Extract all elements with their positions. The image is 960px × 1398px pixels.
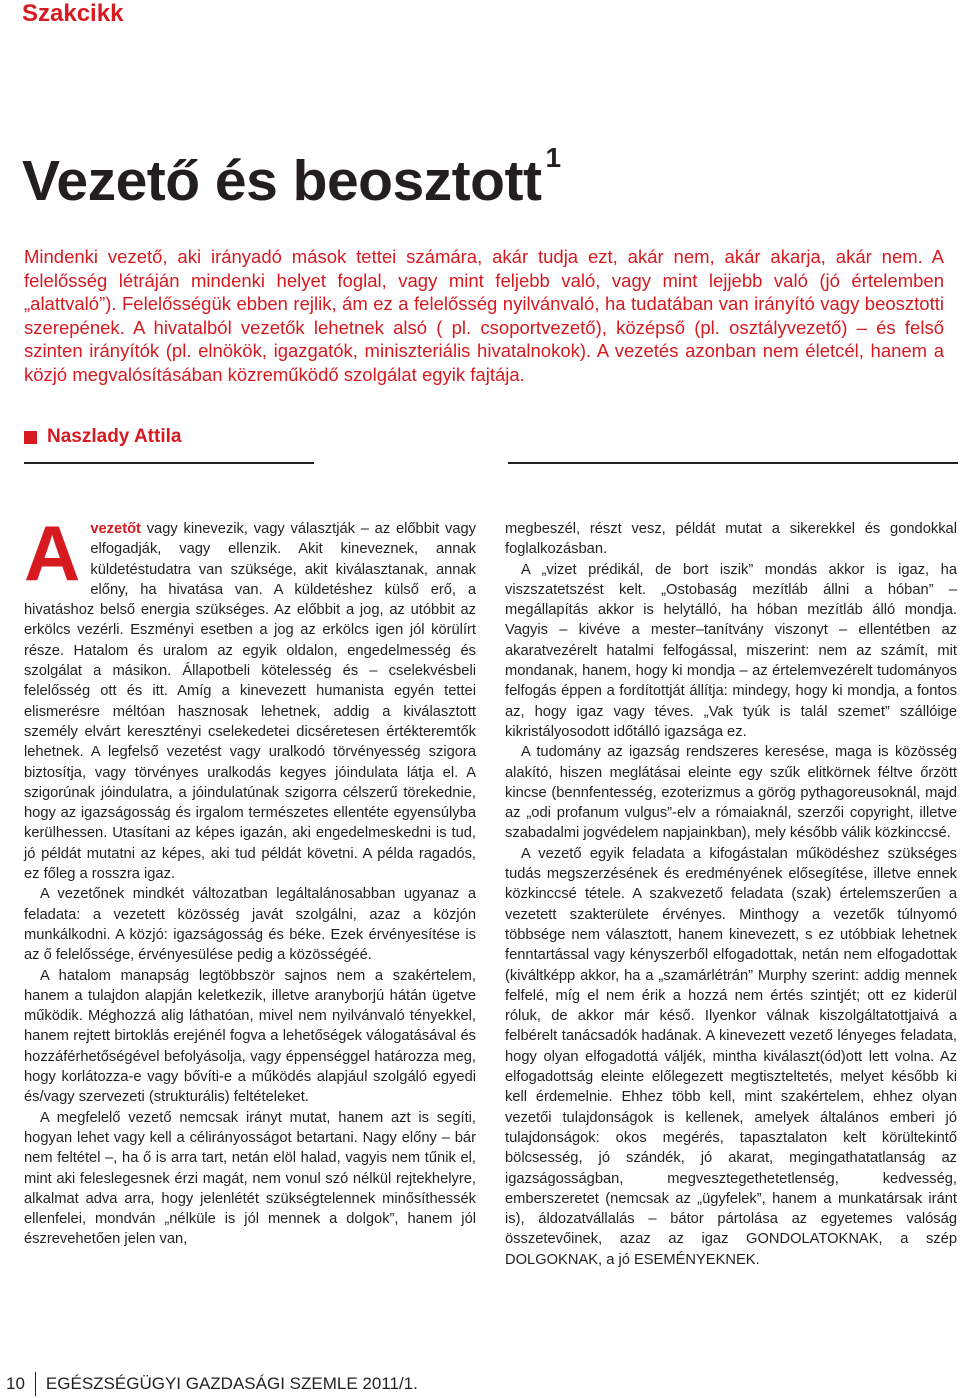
dropcap: A [24, 509, 81, 597]
divider-left [24, 462, 314, 464]
page-footer [6, 1372, 418, 1396]
publication-name: EGÉSZSÉGÜGYI GAZDASÁGI SZEMLE 2011/1. [45, 1374, 418, 1393]
left-paragraph-4: A megfelelő vezető nemcsak irányt mutat, hanem azt is segíti, hogyan lehet vagy kell a célirányosságot betartani. Nagy előny – bár nem feltétel –, ha ő is arra tart, netán elöl halad, vagyis nem tűnik el, mint aki feleslegesnek érzi magát, nem vonul szó nélkül rejtekhelyre, alkalmat adva arra, hogy jelenlétét szükségtelennek minősíthessék ellenfelei, mondván „nélküle is jól mennek a dolgok”, hanem jól észrevehetően jelen van, [24, 1109, 476, 1248]
author-name: Naszlady Attila [47, 426, 182, 447]
title-footnote-mark[interactable]: 1 [545, 142, 561, 173]
right-column [505, 519, 957, 1270]
left-paragraph-3: A hatalom manapság legtöbbször sajnos nem a szakértelem, hanem a tulajdon alapján keletkezik, illetve aranyborjú hátán ügetve működik. Méghozzá alig láthatóan, mivel nem nyilvánvaló tényekkel, hanem rejtett birtoklás erejénél fogva a lehetőségek válogatásával és hozzáférhetőségével befolyásolja, vagy éppenséggel határozza meg, hogy korlátozza-e vagy bővíti-e a működés alapjául szolgáló egyedi és/vagy szervezeti (strukturális) feltételeket. [24, 967, 476, 1106]
left-column [24, 509, 476, 1250]
right-paragraph-4: A vezető egyik feladata a kifogástalan működéshez szükséges tudás megszerzésének és eredményének elősegítése, illetve ennek közkinccsé tétele. A szakvezető feladata (szak) értelemszerűen a vezetett szakterülete érvényes. Minthogy a vezetők túlnyomó többsége nem választott, hanem kinevezett, s ez utóbbiak lehetnek fenntartással vagy kényszerből elfogadottak, netán nem elfogadottak (kiváltképp akkor, ha a „szamárlétrán” Murphy szerint: addig mennek felfelé, míg el nem érik a hozzá nem értés szintjét; ott ez kiderül róluk, de akkor már késő. Ilyenkor válnak kiszolgáltatottjaivá a felbérelt tanácsadók hadának. A kinevezett vezető lényeges feladata, hogy olyan elfogadottá váljék, mintha kiválaszt(ód)ott lett volna. Az elfogadottság eleinte előlegezett megtiszteltetés, melyet később ki kell érdemelnie. Ehhez több kell, mint szakértelem, ehhez olyan vezetői tulajdonságok is kellenek, amelyek általános emberi jó tulajdonságok: okos megérés, tapasztalaton kelt körültekintő bölcsesség, jó szándék, jó akarat, megingathatatlanság az igazságosságban, megvesztegethetetlenség, kedvesség, emberszeretet (nemcsak az „ügyfelek”, hanem a munkatársak iránt is), áldozatvállalás – bátor pártolása az egyetemes valóság összetevőinek, azaz az igaz GONDOLATOKNAK, a szép DOLGOKNAK, a jó ESEMÉNYEKNEK. [505, 845, 957, 1268]
right-paragraph-2: A „vizet prédikál, de bort iszik” mondás akkor is igaz, ha viszszatetszést kelt. „Ostobaság mezítláb állni a hóban” – megállapítás akkor is helytálló, ha hóban mezítláb álló mondja. Vagyis – kivéve a mester–tanítvány viszonyt – ellentétben az akaratvezérelt hatalmi felfogással, miszerint: nem az számít, mit mondanak, hanem, hogy ki mondja – az értelemvezérelt tudományos felfogás éppen a fordítottját állítja: mindegy, hogy ki mondja, a fontos az, hogy igaz vagy téves. „Vak tyúk is talál szemet” szállóige kikristályosodott időtálló igazsága ez. [505, 561, 957, 740]
lead-paragraph [24, 245, 944, 387]
section-label: Szakcikk [22, 0, 124, 27]
right-paragraph-1: megbeszél, részt vesz, példát mutat a sikerekkel és gondokkal foglalkozásban. [505, 521, 957, 558]
left-paragraph-1-text: vagy kinevezik, vagy választják – az előbbit vagy elfogadják, vagy ellenzik. Akit kineveznek, annak küldetéstudatra van szüksége, akit kiválasztanak, annak előny, ha hivatása van. A küldetéshez külső erő, a hivatáshoz belső energia szükséges. Az előbbit a jog, az utóbbit az erkölcs vezérli. Eszményi esetben a jog az erkölcs igen jól körülírt része. Hatalom és uralom az egyik oldalon, engedelmesség és szolgálat a másikon. Állapotbeli kötelesség és – cselekvésbeli felelősség ott és itt. Amíg a kinevezett humanista egyén tettei elismerésre méltóan hasznosak lehetnek, addig a kiválasztott személy elvárt keresztényi cselekedetei dicséretesen értékteremtők lehetnek. A legfelső vezetést vagy uralkodó törvényesség szigora biztosítja, vagy törvényes uralkodás kegyes jóindulata látja el. A szigorúnak jóindulatra, a jóindulatúnak szigorra célszerű törekednie, hogy az igazságosság és irgalom természetes ellentéte egyensúlyba kerülhessen. Utasítani az képes igazán, aki engedelmeskedni is tud, jó példát mutatni az képes, aki tud példát követni. A példa ragadós, ez főleg a rosszra igaz. [24, 521, 476, 883]
title-text: Vezető és beosztott [22, 149, 542, 213]
right-paragraph-3: A tudomány az igazság rendszeres keresése, maga is közösség alakító, hiszen meglátásai eleinte egy szűk elitkörnek féltve őrzött kincse (bennfentesség, ezoterizmus a görög pythagoreusoknál, majd az „odi profanum vulgus”-elv a rómaiaknál, szerzői copyright, illetve szabadalmi jogvédelem napjainkban), mely később válik közkinccsé. [505, 744, 957, 842]
left-paragraph-1 [24, 509, 476, 884]
article-title [22, 142, 561, 214]
lead-text: Mindenki vezető, aki irányadó mások tettei számára, akár tudja ezt, akár nem, akár akarja, akár nem. A felelősség létráján mindenki helyet foglal, vagy mint feljebb való, vagy mint lejjebb való (jó értelemben „alattvaló”). Felelősségük ebben rejlik, ám ez a felelősség nyilvánvaló, ha tudatában van irányító vagy beosztotti szerepének. A hivatalból vezetők lehetnek alsó ( pl. csoportvezető), középső (pl. osztályvezető) – és felső szinten irányítók (pl. elnökök, igazgatók, miniszteriális hivatalnokok). A vezetés azonban nem életcél, hanem a közjó megvalósításában közreműködő szolgálat egyik fajtája. [24, 246, 944, 385]
left-paragraph-2: A vezetőnek mindkét változatban legáltalánosabban ugyanaz a feladata: a vezetett közösség javát szolgálni, azaz a közjón munkálkodni. A közjó: igazságosság és béke. Ezek érvényesítése is az ő felelőssége, érvényesülése pedig a közösségéé. [24, 886, 476, 964]
footer-separator [35, 1372, 36, 1396]
lead-word: vezetőt [90, 521, 141, 537]
divider-right [508, 462, 958, 464]
author-byline [24, 426, 181, 448]
author-marker-icon [24, 431, 37, 444]
page-number: 10 [6, 1374, 25, 1393]
